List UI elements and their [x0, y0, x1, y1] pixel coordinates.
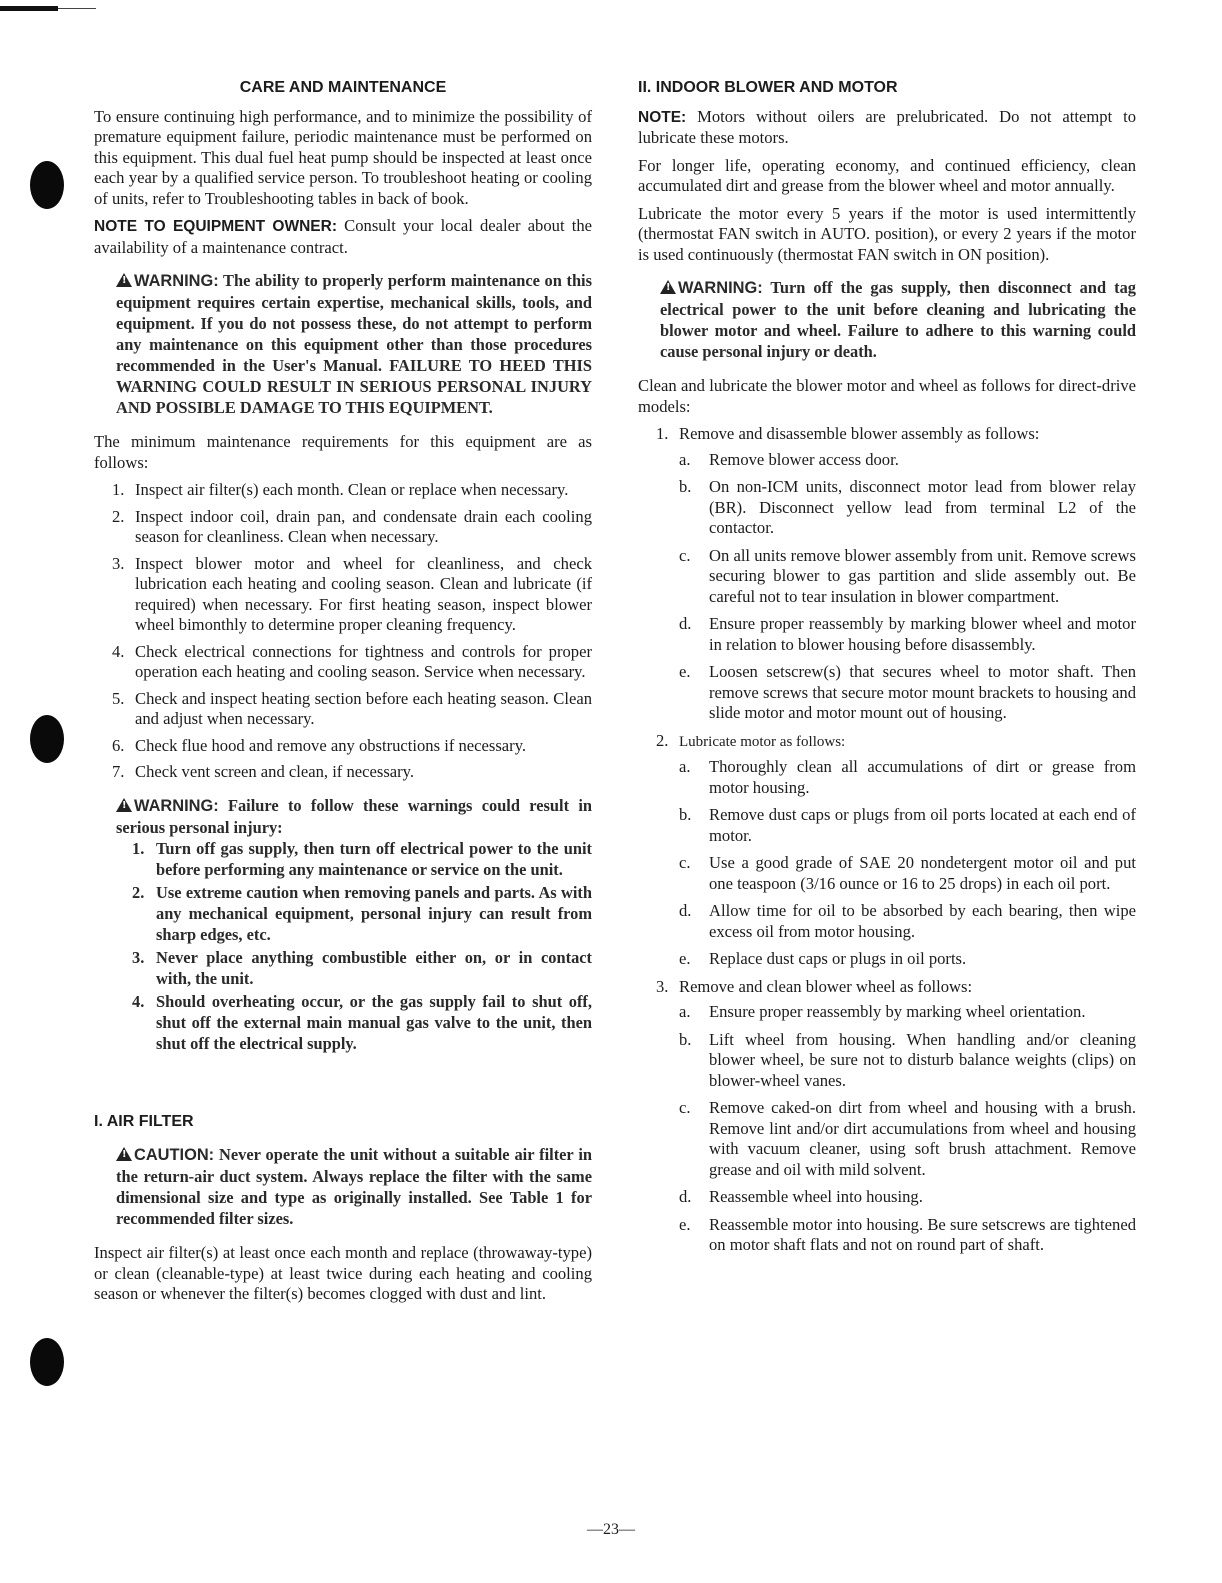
owner-note [94, 216, 592, 258]
blower-steps [638, 424, 1136, 1256]
sub-item: b. On non-ICM units, disconnect motor lead from blower relay (BR). Disconnect yellow lead from terminal L2 of the contactor. [679, 477, 1136, 537]
sub-item: b. Remove dust caps or plugs from oil ports located at each end of motor. [679, 805, 1136, 845]
sub-list [679, 450, 1136, 724]
caution-text: Never operate the unit without a suitable air filter in the return-air duct system. Always replace the filter with the same dimensional size and type as originally installed. See Table 1 for recommended filter sizes. [116, 1145, 592, 1228]
sub-list [679, 757, 1136, 970]
sub-item: c. Remove caked-on dirt from wheel and housing with a brush. Remove lint and/or dirt accumulations from wheel and housing with vacuum cleaner, using soft brush attachment. Remove grease and oil with mild solvent. [679, 1098, 1136, 1179]
caution-label: CAUTION: [134, 1146, 215, 1164]
warning-label: WARNING: [134, 272, 219, 290]
list-item: 6. Check flue hood and remove any obstructions if necessary. [112, 735, 527, 755]
list-item: 3. Remove and clean blower wheel as follows: a. Ensure proper reassembly by marking wheel orientation. b. Lift wheel from housing. When handling and/or cleaning blower wheel, be sure not to disturb balance weights (clips) on blower-wheel vanes. c. Remove caked-on dirt from wheel and housing with a brush. Remove lint and/or dirt accumulations from wheel and housing with vacuum cleaner, using soft brush attachment. Remove grease and oil with mild solvent. d. Reassemble wheel into housing. e. Reassemble motor into housing. Be sure setscrews are tightened on motor shaft flats and not on round part of shaft. [656, 976, 1136, 1254]
warning-text: The ability to properly perform maintenance on this equipment requires certain expertise, mechanical skills, tools, and equipment. If you do not possess these, do not attempt to perform any maintenance on this equipment other than those procedures recommended in the User's Manual. FAILURE TO HEED THIS WARNING COULD RESULT IN SERIOUS PERSONAL INJURY AND POSSIBLE DAMAGE TO THIS EQUIPMENT. [116, 271, 592, 417]
warning-callout-3 [660, 277, 1136, 362]
sub-item: d. Reassemble wheel into housing. [679, 1187, 923, 1206]
list-item: 2. Lubricate motor as follows: a. Thoroughly clean all accumulations of dirt or grease from motor housing. b. Remove dust caps or plugs from oil ports located at each end of motor. c. Use a good grade of SAE 20 nondetergent motor oil and put one teaspoon (3/16 ounce or 16 to 25 drops) in each oil port. d. Allow time for oil to be absorbed by each bearing, then wipe excess oil from motor housing. e. Replace dust caps or plugs in oil ports. [656, 730, 1136, 968]
list-item: 4. Should overheating occur, or the gas supply fail to shut off, shut off the external main manual gas valve to the unit, then shut off the electrical supply. [132, 991, 592, 1053]
sub-item: c. On all units remove blower assembly from unit. Remove screws securing blower to gas partition and slide assembly out. Be careful not to tear insulation in blower compartment. [679, 545, 1136, 606]
warning-icon [116, 798, 132, 812]
sub-item: c. Use a good grade of SAE 20 nondetergent motor oil and put one teaspoon (3/16 ounce or 16 to 25 drops) in each oil port. [679, 853, 1136, 893]
note-text: Motors without oilers are prelubricated. Do not attempt to lubricate these motors. [638, 106, 1136, 147]
list-item: 5. Check and inspect heating section before each heating season. Clean and adjust when necessary. [112, 688, 592, 728]
sub-item: a. Ensure proper reassembly by marking wheel orientation. [679, 1002, 1086, 1021]
sub-item: d. Ensure proper reassembly by marking blower wheel and motor in relation to blower housing before disassembly. [679, 614, 1136, 654]
sub-item: e. Replace dust caps or plugs in oil ports. [679, 949, 967, 968]
requirements-list [94, 480, 592, 783]
sub-list [679, 1002, 1136, 1256]
binder-hole-top [30, 161, 64, 209]
left-column [94, 72, 592, 1312]
warning-icon [116, 273, 132, 287]
warning-list [116, 838, 592, 1054]
sub-item: a. Thoroughly clean all accumulations of dirt or grease from motor housing. [679, 757, 1136, 797]
warning-callout-2 [116, 795, 592, 1054]
warning-icon [660, 280, 676, 294]
binder-hole-bottom [30, 1338, 64, 1386]
caution-icon [116, 1147, 132, 1161]
list-item: 2. Inspect indoor coil, drain pan, and condensate drain each cooling season for cleanliness. Clean when necessary. [112, 506, 592, 546]
sub-item: a. Remove blower access door. [679, 449, 899, 469]
list-item: 1. Remove and disassemble blower assembly as follows: a. Remove blower access door. b. On non-ICM units, disconnect motor lead from blower relay (BR). Disconnect yellow lead from terminal L2 of the contactor. c. On all units remove blower assembly from unit. Remove screws securing blower to gas partition and slide assembly out. Be careful not to tear insulation in blower compartment. d. Ensure proper reassembly by marking blower wheel and motor in relation to blower housing before disassembly. e. Loosen setscrew(s) that secures wheel to motor shaft. Then remove screws that secure motor mount brackets to housing and slide motor and motor mount out of housing. [656, 424, 1136, 722]
right-column [638, 72, 1136, 1264]
blower-paragraph-1: For longer life, operating economy, and continued efficiency, clean accumulated dirt and grease from the blower wheel and motor annually. [638, 155, 1136, 195]
warning-label: WARNING: [134, 796, 219, 815]
list-item: 4. Check electrical connections for tightness and controls for proper operation each heating and cooling season. Service when necessary. [112, 641, 592, 681]
warning-label: WARNING: [678, 279, 763, 297]
warning-callout-1 [116, 270, 592, 418]
list-item: 3. Never place anything combustible either on, or in contact with, the unit. [132, 947, 592, 988]
blower-motor-heading: II. INDOOR BLOWER AND MOTOR [638, 79, 898, 96]
blower-paragraph-3: Clean and lubricate the blower motor and wheel as follows for direct-drive models: [638, 376, 1136, 416]
note-label: NOTE: [638, 108, 687, 126]
owner-note-text: Consult your local dealer about the availability of a maintenance contract. [94, 216, 592, 257]
list-item: 1. Turn off gas supply, then turn off electrical power to the unit before performing any maintenance or service on the unit. [132, 838, 592, 879]
sub-item: e. Loosen setscrew(s) that secures wheel to motor shaft. Then remove screws that secure motor mount brackets to housing and slide motor and motor mount out of housing. [679, 662, 1136, 722]
top-rule-thin [58, 8, 96, 9]
sub-item: d. Allow time for oil to be absorbed by each bearing, then wipe excess oil from motor housing. [679, 901, 1136, 941]
motor-note [638, 107, 1136, 149]
care-maintenance-heading: CARE AND MAINTENANCE [239, 79, 447, 96]
caution-callout [116, 1144, 592, 1229]
air-filter-heading: I. AIR FILTER [94, 1112, 194, 1130]
top-rule [0, 6, 58, 11]
warning-text: Failure to follow these warnings could result in serious personal injury: [116, 795, 592, 837]
list-item: 3. Inspect blower motor and wheel for cleanliness, and check lubrication each heating and cooling season. Clean and lubricate (if required) when necessary. For first heating season, inspect blower wheel bimonthly to determine proper cleaning frequency. [112, 553, 592, 634]
intro-paragraph: To ensure continuing high performance, and to minimize the possibility of premature equipment failure, periodic maintenance must be performed on this equipment. This dual fuel heat pump should be inspected at least once each year by a qualified service person. To troubleshoot heating or cooling of units, refer to Troubleshooting tables in back of book. [94, 106, 592, 208]
air-filter-paragraph: Inspect air filter(s) at least once each month and replace (throwaway-type) or clean (cleanable-type) at least twice during each heating and cooling season or whenever the filter(s) becomes clogged with dust and lint. [94, 1243, 592, 1303]
list-item: 1. Inspect air filter(s) each month. Clean or replace when necessary. [112, 480, 569, 499]
list-item: 7. Check vent screen and clean, if necessary. [112, 762, 415, 781]
owner-note-label: NOTE TO EQUIPMENT OWNER: [94, 218, 338, 235]
warning-text: Turn off the gas supply, then disconnect and tag electrical power to the unit before cleaning and lubricating the blower motor and wheel. Failure to adhere to this warning could cause personal injury or death. [660, 278, 1136, 361]
binder-hole-middle [30, 715, 64, 763]
page-number: —23— [587, 1521, 635, 1538]
sub-item: b. Lift wheel from housing. When handling and/or cleaning blower wheel, be sure not to disturb balance weights (clips) on blower-wheel vanes. [679, 1029, 1136, 1090]
blower-paragraph-2: Lubricate the motor every 5 years if the motor is used intermittently (thermostat FAN switch in AUTO. position), or every 2 years if the motor is used continuously (thermostat FAN switch in ON position). [638, 203, 1136, 264]
sub-item: e. Reassemble motor into housing. Be sure setscrews are tightened on motor shaft flats and not on round part of shaft. [679, 1214, 1136, 1254]
min-requirements-intro: The minimum maintenance requirements for this equipment are as follows: [94, 432, 592, 472]
list-item: 2. Use extreme caution when removing panels and parts. As with any mechanical equipment, personal injury can result from sharp edges, etc. [132, 882, 592, 944]
